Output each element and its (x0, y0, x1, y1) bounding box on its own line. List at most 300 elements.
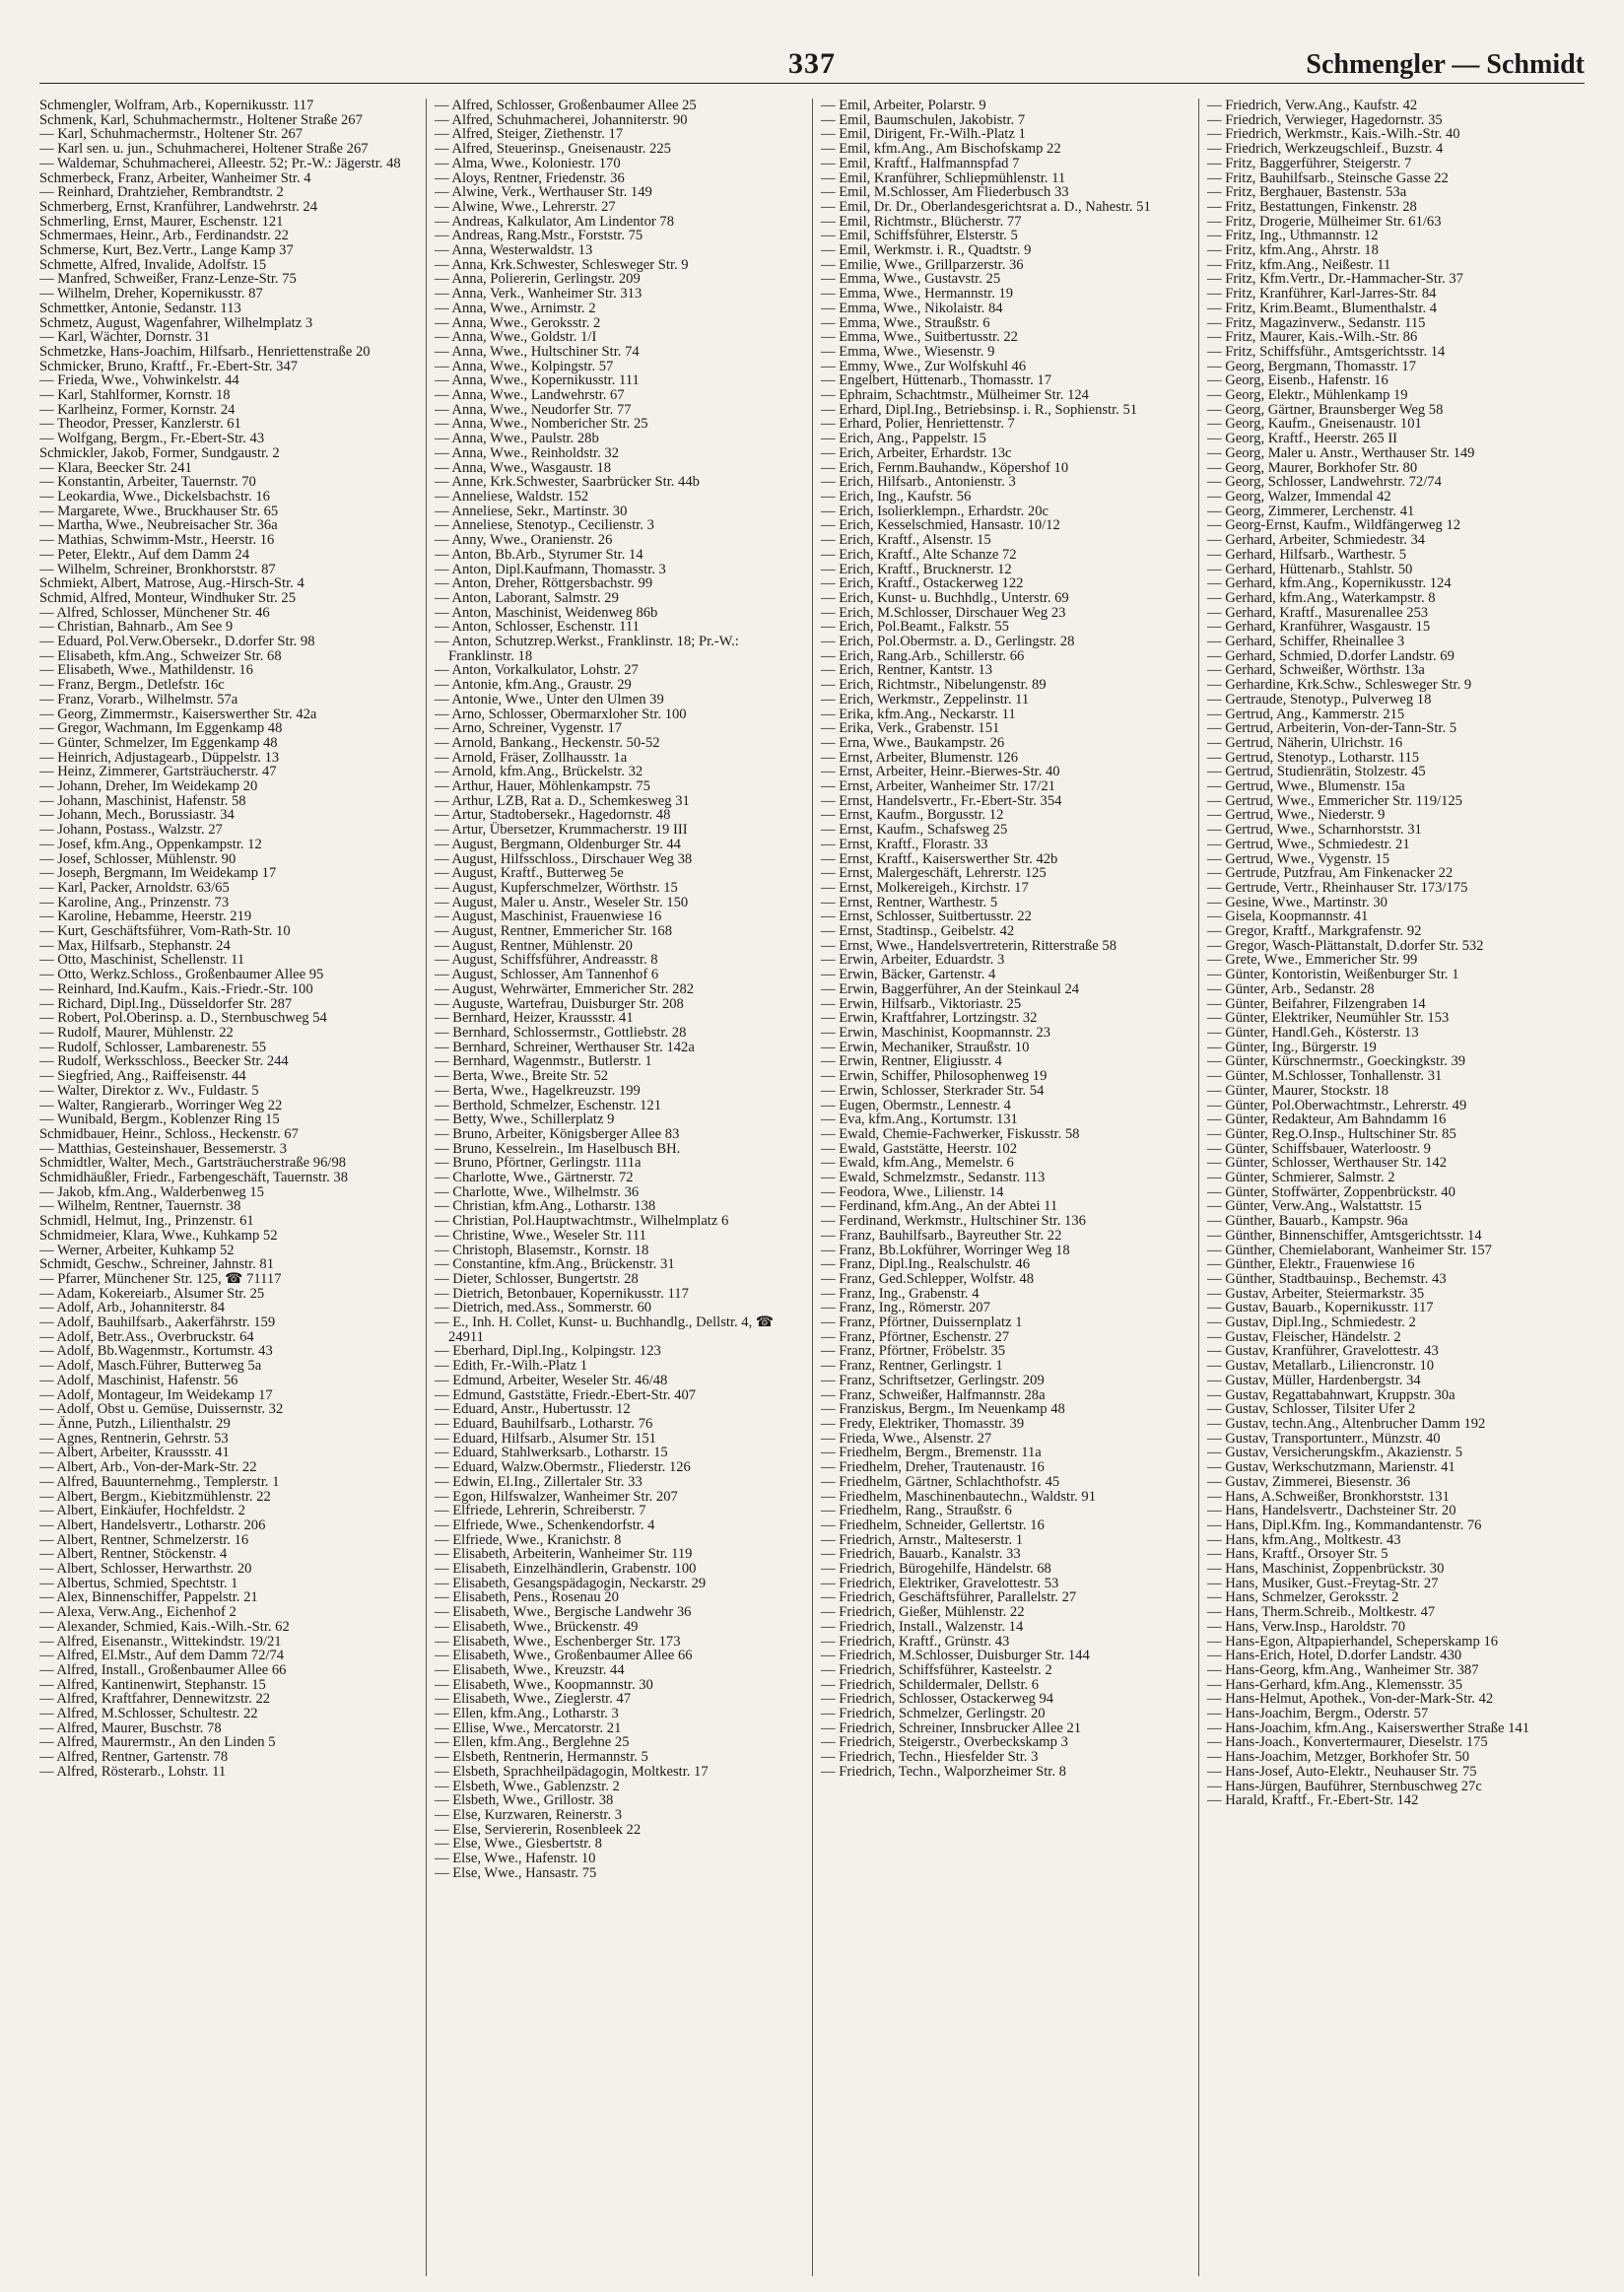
directory-entry: — Erich, Rang.Arb., Schillerstr. 66 (821, 647, 1025, 664)
directory-entry: — Otto, Werkz.Schloss., Großenbaumer Allee 95 (39, 967, 324, 983)
directory-entry: — Werner, Arbeiter, Kuhkamp 52 (39, 1242, 235, 1258)
directory-entry: — Erich, M.Schlosser, Dirschauer Weg 23 (821, 604, 1066, 621)
directory-entry: Schmickler, Jakob, Former, Sundgaustr. 2 (39, 444, 280, 461)
directory-entry: — Friedrich, Bauarb., Kanalstr. 33 (821, 1546, 1021, 1563)
directory-entry: — Gustav, Dipl.Ing., Schmiedestr. 2 (1207, 1315, 1416, 1331)
directory-entry: — Alwine, Verk., Werthauser Str. 149 (435, 184, 652, 201)
directory-entry: — Auguste, Wartefrau, Duisburger Str. 208 (435, 995, 684, 1012)
directory-entry: — Walter, Direktor z. Wv., Fuldastr. 5 (39, 1082, 259, 1099)
directory-entry: — Heinz, Zimmerer, Gartsträucherstr. 47 (39, 764, 277, 780)
directory-entry: — Else, Wwe., Hansastr. 75 (435, 1864, 597, 1881)
directory-entry: — Franz, Vorarb., Wilhelmstr. 57a (39, 691, 238, 708)
directory-entry: — Wilhelm, Schreiner, Bronkhorststr. 87 (39, 561, 276, 577)
directory-entry: — Erna, Wwe., Baukampstr. 26 (821, 734, 1005, 751)
directory-entry: — Emil, Schiffsführer, Elsterstr. 5 (821, 228, 1018, 244)
directory-entry: — Karl, Stahlformer, Kornstr. 18 (39, 387, 231, 404)
directory-entry: — Alfred, Eisenanstr., Wittekindstr. 19/21 (39, 1633, 282, 1650)
directory-entry: — Christian, Pol.Hauptwachtmstr., Wilhelmplatz 6 (435, 1213, 729, 1230)
directory-entry: — Friedrich, Elektriker, Gravelottestr. 53 (821, 1575, 1059, 1591)
directory-entry: — Georg, Gärtner, Braunsberger Weg 58 (1207, 401, 1444, 418)
directory-entry: — Gustav, Bauarb., Kopernikusstr. 117 (1207, 1300, 1434, 1316)
directory-entry: — Gertrud, Wwe., Niederstr. 9 (1207, 807, 1386, 824)
directory-entry: — Manfred, Schweißer, Franz-Lenze-Str. 75 (39, 271, 297, 288)
column-2 (426, 99, 812, 2276)
directory-entry: — Erika, kfm.Ang., Neckarstr. 11 (821, 706, 1016, 722)
directory-entry: — Georg, Kraftf., Heerstr. 265 II (1207, 431, 1398, 447)
directory-entry: — Siegfried, Ang., Raiffeisenstr. 44 (39, 1068, 246, 1085)
directory-entry: — Emil, Werkmstr. i. R., Quadtstr. 9 (821, 242, 1032, 259)
directory-entry: — Agnes, Rentnerin, Gehrstr. 53 (39, 1430, 229, 1447)
directory-entry: — Berta, Wwe., Hagelkreuzstr. 199 (435, 1082, 641, 1099)
directory-entry: — Charlotte, Wwe., Gärtnerstr. 72 (435, 1170, 634, 1186)
directory-entry: — Emilie, Wwe., Grillparzerstr. 36 (821, 256, 1024, 273)
directory-entry: — Berta, Wwe., Breite Str. 52 (435, 1068, 609, 1085)
directory-entry: — Fritz, Drogerie, Mülheimer Str. 61/63 (1207, 213, 1442, 230)
directory-entry: — Anton, Vorkalkulator, Lohstr. 27 (435, 662, 639, 679)
directory-entry: — Friedhelm, Rang., Straußstr. 6 (821, 1503, 1012, 1519)
directory-entry: — Hans, Musiker, Gust.-Freytag-Str. 27 (1207, 1575, 1439, 1591)
directory-entry: — Ernst, Stadtinsp., Geibelstr. 42 (821, 923, 1015, 940)
directory-entry: — Franz, Schweißer, Halfmannstr. 28a (821, 1386, 1046, 1403)
directory-entry: — Johann, Dreher, Im Weidekamp 20 (39, 778, 258, 795)
page-number: 337 (788, 47, 836, 80)
directory-entry: — Alfred, Install., Großenbaumer Allee 66 (39, 1661, 287, 1678)
directory-entry: — Gisela, Koopmannstr. 41 (1207, 909, 1369, 925)
directory-entry: — Anton, Schlosser, Eschenstr. 111 (435, 619, 640, 636)
directory-entry: — Adolf, Masch.Führer, Butterweg 5a (39, 1358, 262, 1375)
directory-entry: — Ernst, Molkereigeh., Kirchstr. 17 (821, 879, 1029, 896)
directory-entry: — Josef, Schlosser, Mühlenstr. 90 (39, 850, 237, 867)
directory-entry: — Franz, Pförtner, Eschenstr. 27 (821, 1328, 1010, 1345)
directory-entry: — Friedrich, Werkmstr., Kais.-Wilh.-Str. 40 (1207, 126, 1460, 143)
directory-entry: — Emil, Dr. Dr., Oberlandesgerichtsrat a. D., Nahestr. 51 (821, 198, 1151, 215)
directory-entry: — Günter, Redakteur, Am Bahndamm 16 (1207, 1112, 1447, 1128)
directory-entry: — August, Schlosser, Am Tannenhof 6 (435, 967, 659, 983)
directory-entry: — Johann, Maschinist, Hafenstr. 58 (39, 792, 246, 809)
directory-entry: — Dietrich, med.Ass., Sommerstr. 60 (435, 1300, 652, 1316)
directory-entry: — Else, Wwe., Hafenstr. 10 (435, 1851, 596, 1867)
directory-entry: — Erhard, Polier, Henriettenstr. 7 (821, 416, 1015, 433)
directory-entry: — Franz, Pförtner, Fröbelstr. 35 (821, 1343, 1006, 1360)
directory-entry: — Günther, Chemielaborant, Wanheimer Str. 157 (1207, 1242, 1492, 1258)
directory-entry: — Edmund, Gaststätte, Friedr.-Ebert-Str. 407 (435, 1386, 697, 1403)
directory-entry: — Elisabeth, Wwe., Brückenstr. 49 (435, 1618, 639, 1635)
directory-entry: — Ernst, Wwe., Handelsvertreterin, Ritterstraße 58 (821, 937, 1117, 954)
directory-entry: — Bernhard, Schreiner, Werthauser Str. 142a (435, 1039, 695, 1055)
directory-entry: — Alfred, Rentner, Gartenstr. 78 (39, 1749, 229, 1766)
directory-entry: — Elfriede, Wwe., Kranichstr. 8 (435, 1531, 622, 1548)
directory-entry: — Charlotte, Wwe., Wilhelmstr. 36 (435, 1183, 640, 1200)
directory-entry: — Erich, Kunst- u. Buchhdlg., Unterstr. 69 (821, 589, 1069, 606)
directory-entry: — Günther, Elektr., Frauenwiese 16 (1207, 1256, 1415, 1273)
directory-entry: — Albertus, Schmied, Spechtstr. 1 (39, 1575, 238, 1591)
directory-entry: — Fritz, Schiffsführ., Amtsgerichtsstr. 14 (1207, 343, 1446, 360)
directory-entry: — Günter, Elektriker, Neumühler Str. 153 (1207, 1010, 1450, 1027)
directory-entry: — Wilhelm, Rentner, Tauernstr. 38 (39, 1198, 241, 1215)
directory-entry: — Karlheinz, Former, Kornstr. 24 (39, 401, 236, 418)
directory-entry: Schmidmeier, Klara, Wwe., Kuhkamp 52 (39, 1227, 278, 1244)
directory-entry: — Egon, Hilfswalzer, Wanheimer Str. 207 (435, 1488, 678, 1505)
directory-entry: — Anny, Wwe., Oranienstr. 26 (435, 532, 613, 549)
directory-entry: — Friedrich, Schiffsführer, Kasteelstr. 2 (821, 1661, 1052, 1678)
directory-entry: — Hans, Handelsvertr., Dachsteiner Str. 20 (1207, 1503, 1456, 1519)
directory-entry: — Alfred, Schuhmacherei, Johanniterstr. 90 (435, 111, 688, 128)
directory-entry: — Edith, Fr.-Wilh.-Platz 1 (435, 1358, 588, 1375)
directory-entry: — Günter, Handl.Geh., Kösterstr. 13 (1207, 1025, 1419, 1041)
directory-entry: — Christian, kfm.Ang., Lotharstr. 138 (435, 1198, 656, 1215)
directory-entry: — Hans-Joach., Konvertermaurer, Dieselstr. 175 (1207, 1734, 1488, 1751)
directory-entry: — Bernhard, Heizer, Kraussstr. 41 (435, 1010, 634, 1027)
directory-entry: — Anton, Schutzrep.Werkst., Franklinstr. 18; Pr.-W.: Franklinstr. 18 (435, 634, 739, 664)
directory-entry: — Georg, Eisenb., Hafenstr. 16 (1207, 372, 1388, 389)
directory-entry: — Günter, Kürschnermstr., Goeckingkstr. 39 (1207, 1053, 1466, 1070)
directory-entry: — Franziskus, Bergm., Im Neuenkamp 48 (821, 1401, 1065, 1418)
directory-entry: — Hans-Egon, Altpapierhandel, Scheperskamp 16 (1207, 1633, 1499, 1650)
directory-entry: — Gregor, Wasch-Plättanstalt, D.dorfer Str. 532 (1207, 937, 1484, 954)
directory-entry: — Fritz, Kranführer, Karl-Jarres-Str. 84 (1207, 286, 1437, 303)
directory-entry: — Ernst, Arbeiter, Heinr.-Bierwes-Str. 40 (821, 764, 1060, 780)
directory-entry: — Rudolf, Maurer, Mühlenstr. 22 (39, 1025, 234, 1041)
directory-entry: — Eberhard, Dipl.Ing., Kolpingstr. 123 (435, 1343, 661, 1360)
directory-entry: Schmidl, Helmut, Ing., Prinzenstr. 61 (39, 1213, 254, 1230)
directory-entry: — Erwin, Kraftfahrer, Lortzingstr. 32 (821, 1010, 1038, 1027)
directory-entry: — Franz, Ing., Römerstr. 207 (821, 1300, 990, 1316)
directory-entry: — Ernst, Schlosser, Suitbertusstr. 22 (821, 909, 1032, 925)
directory-entry: — Anne, Krk.Schwester, Saarbrücker Str. 44b (435, 474, 700, 491)
directory-entry: — Gustav, Versicherungskfm., Akazienstr. 5 (1207, 1445, 1462, 1461)
directory-entry: — Günter, Schmierer, Salmstr. 2 (1207, 1170, 1395, 1186)
directory-entry: — Anton, Maschinist, Weidenweg 86b (435, 604, 658, 621)
directory-entry: — Ephraim, Schachtmstr., Mülheimer Str. 124 (821, 387, 1089, 404)
directory-entry: Schmette, Alfred, Invalide, Adolfstr. 15 (39, 256, 267, 273)
directory-entry: — Hans-Josef, Auto-Elektr., Neuhauser Str. 75 (1207, 1763, 1477, 1780)
directory-entry: — August, Kupferschmelzer, Wörthstr. 15 (435, 879, 678, 896)
directory-entry: — Erwin, Maschinist, Koopmannstr. 23 (821, 1025, 1051, 1041)
directory-entry: — Hans, Maschinist, Zoppenbrückstr. 30 (1207, 1561, 1445, 1578)
directory-entry: — Emma, Wwe., Wiesenstr. 9 (821, 343, 995, 360)
directory-entry: — Erwin, Rentner, Eligiusstr. 4 (821, 1053, 1002, 1070)
directory-entry: — Hans-Joachim, Bergm., Oderstr. 57 (1207, 1706, 1429, 1722)
directory-entry: — Eduard, Walzw.Obermstr., Fliederstr. 126 (435, 1459, 691, 1476)
directory-entry: — Friedrich, Schmelzer, Gerlingstr. 20 (821, 1706, 1046, 1722)
directory-entry: — Alfred, Steiger, Ziethenstr. 17 (435, 126, 624, 143)
directory-entry: — Ernst, Kraftf., Florastr. 33 (821, 836, 988, 852)
directory-entry: — Elsbeth, Wwe., Grillostr. 38 (435, 1792, 614, 1809)
directory-entry: — Erich, Pol.Beamt., Falkstr. 55 (821, 619, 1009, 636)
directory-entry: — Friedrich, Arnstr., Malteserstr. 1 (821, 1531, 1024, 1548)
directory-entry: — Karl sen. u. jun., Schuhmacherei, Holtener Straße 267 (39, 141, 369, 158)
directory-entry: — Mathias, Schwimm-Mstr., Heerstr. 16 (39, 532, 275, 549)
directory-entry: — Ellen, kfm.Ang., Lotharstr. 3 (435, 1706, 619, 1722)
directory-entry: — Gerhard, Schweißer, Wörthstr. 13a (1207, 662, 1425, 679)
directory-entry: — Adolf, Bb.Wagenmstr., Kortumstr. 43 (39, 1343, 273, 1360)
directory-entry: — Gertrude, Vertr., Rheinhauser Str. 173/175 (1207, 879, 1468, 896)
directory-entry: — Gertrud, Wwe., Emmericher Str. 119/125 (1207, 792, 1462, 809)
directory-entry: Schmetzke, Hans-Joachim, Hilfsarb., Henriettenstraße 20 (39, 343, 371, 360)
directory-entry: — Emma, Wwe., Straußstr. 6 (821, 314, 990, 331)
directory-entry: — Anton, Bb.Arb., Styrumer Str. 14 (435, 546, 643, 563)
directory-entry: — Erich, Pol.Obermstr. a. D., Gerlingstr. 28 (821, 634, 1075, 650)
directory-entry: — Ernst, Rentner, Warthestr. 5 (821, 894, 998, 910)
directory-entry: — Eduard, Hilfsarb., Alsumer Str. 151 (435, 1430, 656, 1447)
directory-entry: — August, Maler u. Anstr., Weseler Str. 150 (435, 894, 689, 910)
directory-entry: — Josef, kfm.Ang., Oppenkampstr. 12 (39, 836, 262, 852)
directory-entry: — Fritz, Bauhilfsarb., Steinsche Gasse 22 (1207, 169, 1449, 186)
directory-entry: — Anna, Poliererin, Gerlingstr. 209 (435, 271, 641, 288)
directory-entry: — Emil, Dirigent, Fr.-Wilh.-Platz 1 (821, 126, 1026, 143)
directory-entry: — Gustav, Regattabahnwart, Kruppstr. 30a (1207, 1386, 1455, 1403)
directory-entry: — Adolf, Obst u. Gemüse, Duissernstr. 32 (39, 1401, 284, 1418)
directory-entry: — Karl, Schuhmachermstr., Holtener Str. 267 (39, 126, 304, 143)
directory-entry: — Fritz, Magazinverw., Sedanstr. 115 (1207, 314, 1426, 331)
directory-entry: Schmerling, Ernst, Maurer, Eschenstr. 121 (39, 213, 284, 230)
directory-entry: — Rudolf, Werksschloss., Beecker Str. 244 (39, 1053, 289, 1070)
directory-entry: — Erich, Kraftf., Ostackerweg 122 (821, 575, 1024, 592)
directory-entry: — Ernst, Handelsvertr., Fr.-Ebert-Str. 354 (821, 792, 1062, 809)
directory-entry: — Gesine, Wwe., Martinstr. 30 (1207, 894, 1387, 910)
directory-entry: — Jakob, kfm.Ang., Walderbenweg 15 (39, 1183, 264, 1200)
directory-entry: — Reinhard, Ind.Kaufm., Kais.-Friedr.-Str. 100 (39, 980, 313, 997)
directory-entry: — Theodor, Presser, Kanzlerstr. 61 (39, 416, 241, 433)
directory-entry: — Georg, Bergmann, Thomasstr. 17 (1207, 358, 1417, 374)
directory-entry: — Joseph, Bergmann, Im Weidekamp 17 (39, 865, 277, 882)
directory-entry: — Ewald, kfm.Ang., Memelstr. 6 (821, 1155, 1014, 1172)
directory-entry: — Adolf, Bauhilfsarb., Aakerfährstr. 159 (39, 1315, 276, 1331)
directory-entry: — Ernst, Kaufm., Borgusstr. 12 (821, 807, 1004, 824)
directory-entry: — Friedrich, Schildermaler, Dellstr. 6 (821, 1676, 1040, 1693)
directory-entry: Schmermaes, Heinr., Arb., Ferdinandstr. 22 (39, 228, 289, 244)
directory-entry: — Friedrich, Verw.Ang., Kaufstr. 42 (1207, 99, 1418, 113)
directory-entry: — Gertrud, Wwe., Blumenstr. 15a (1207, 778, 1405, 795)
directory-entry: — Elisabeth, Pens., Rosenau 20 (435, 1589, 619, 1606)
directory-entry: — Gerhard, Arbeiter, Schmiedestr. 34 (1207, 532, 1426, 549)
directory-entry: — Max, Hilfsarb., Stephanstr. 24 (39, 937, 231, 954)
directory-entry: — Bruno, Arbeiter, Königsberger Allee 83 (435, 1125, 680, 1142)
directory-entry: — Erwin, Arbeiter, Eduardstr. 3 (821, 952, 1005, 969)
directory-entry: — Erwin, Mechaniker, Straußstr. 10 (821, 1039, 1030, 1055)
directory-entry: — Antonie, kfm.Ang., Graustr. 29 (435, 677, 632, 694)
directory-entry: — Franz, Schriftsetzer, Gerlingstr. 209 (821, 1372, 1045, 1388)
directory-entry: — August, Wehrwärter, Emmericher Str. 282 (435, 980, 695, 997)
directory-entry: — Ellise, Wwe., Mercatorstr. 21 (435, 1719, 622, 1736)
directory-entry: — Hans, Dipl.Kfm. Ing., Kommandantenstr. 76 (1207, 1517, 1482, 1533)
directory-entry: — Alfred, Schlosser, Münchener Str. 46 (39, 604, 270, 621)
directory-entry: — Georg, Zimmermstr., Kaiserswerther Str. 42a (39, 706, 317, 722)
directory-entry: Schmidhäußler, Friedr., Farbengeschäft, Tauernstr. 38 (39, 1170, 349, 1186)
directory-entry: — Albert, Einkäufer, Hochfeldstr. 2 (39, 1503, 245, 1519)
directory-entry: — Andreas, Kalkulator, Am Lindentor 78 (435, 213, 675, 230)
directory-entry: — Fritz, Krim.Beamt., Blumenthalstr. 4 (1207, 300, 1438, 316)
directory-entry: — Elsbeth, Rentnerin, Hermannstr. 5 (435, 1749, 648, 1766)
directory-entry: — Gustav, techn.Ang., Altenbrucher Damm 192 (1207, 1415, 1486, 1432)
directory-entry: — Ewald, Schmelzmstr., Sedanstr. 113 (821, 1170, 1046, 1186)
directory-entry: — Edmund, Arbeiter, Weseler Str. 46/48 (435, 1372, 668, 1388)
directory-entry: — Hans-Georg, kfm.Ang., Wanheimer Str. 387 (1207, 1661, 1479, 1678)
directory-entry: — Gerhard, Schiffer, Rheinallee 3 (1207, 634, 1405, 650)
directory-entry: — Fritz, Bestattungen, Finkenstr. 28 (1207, 198, 1417, 215)
directory-entry: — Albert, Arbeiter, Kraussstr. 41 (39, 1445, 230, 1461)
directory-entry: — Günter, Pol.Oberwachtmstr., Lehrerstr. 49 (1207, 1097, 1467, 1113)
directory-entry: — Arnold, Bankang., Heckenstr. 50-52 (435, 734, 660, 751)
directory-entry: — Günter, Kontoristin, Weißenburger Str. 1 (1207, 967, 1459, 983)
directory-entry: — Gerhard, Hilfsarb., Warthestr. 5 (1207, 546, 1407, 563)
directory-entry: — Christine, Wwe., Weseler Str. 111 (435, 1227, 646, 1244)
directory-entry: — Anna, Wwe., Neudorfer Str. 77 (435, 401, 632, 418)
directory-entry: — Friedrich, M.Schlosser, Duisburger Str. 144 (821, 1648, 1090, 1664)
directory-entry: — Erhard, Dipl.Ing., Betriebsinsp. i. R., Sophienstr. 51 (821, 401, 1138, 418)
directory-entry: — Franz, Bb.Lokführer, Worringer Weg 18 (821, 1242, 1070, 1258)
directory-entry: — Gerhard, Kraftf., Masurenallee 253 (1207, 604, 1429, 621)
directory-entry: — Ernst, Arbeiter, Blumenstr. 126 (821, 749, 1019, 766)
directory-entry: — Elisabeth, Wwe., Mathildenstr. 16 (39, 662, 253, 679)
directory-entry: — Anna, Wwe., Nombericher Str. 25 (435, 416, 648, 433)
directory-entry: — Emil, Richtmstr., Blücherstr. 77 (821, 213, 1022, 230)
directory-entry: — Emil, M.Schlosser, Am Fliederbusch 33 (821, 184, 1069, 201)
directory-entry: — Alfred, Rösterarb., Lohstr. 11 (39, 1763, 227, 1780)
directory-entry: — Margarete, Wwe., Bruckhauser Str. 65 (39, 503, 279, 519)
directory-entry: — Elsbeth, Sprachheilpädagogin, Moltkestr. 17 (435, 1763, 709, 1780)
directory-entry: — Alfred, Maurer, Buschstr. 78 (39, 1719, 222, 1736)
directory-entry: — Emil, Arbeiter, Polarstr. 9 (821, 99, 986, 113)
directory-entry: — Erwin, Hilfsarb., Viktoriastr. 25 (821, 995, 1022, 1012)
directory-entry: — Waldemar, Schuhmacherei, Alleestr. 52; Pr.-W.: Jägerstr. 48 (39, 155, 401, 171)
directory-entry: — Ernst, Kaufm., Schafsweg 25 (821, 822, 1008, 839)
directory-entry: — Anton, Dreher, Röttgersbachstr. 99 (435, 575, 653, 592)
directory-entry: — Emma, Wwe., Nikolaistr. 84 (821, 300, 1003, 316)
directory-entry: Schmengler, Wolfram, Arb., Kopernikusstr. 117 (39, 99, 314, 113)
directory-entry: — Erich, Kraftf., Brucknerstr. 12 (821, 561, 1012, 577)
directory-entry: — Eduard, Anstr., Hubertusstr. 12 (435, 1401, 631, 1418)
directory-entry: — Gregor, Kraftf., Markgrafenstr. 92 (1207, 923, 1422, 940)
directory-entry: Schmidbauer, Heinr., Schloss., Heckenstr. 67 (39, 1125, 299, 1142)
directory-entry: — Bruno, Kesselrein., Im Haselbusch BH. (435, 1140, 681, 1157)
directory-entry: — Hans-Erich, Hotel, D.dorfer Landstr. 430 (1207, 1648, 1462, 1664)
directory-entry: — Anna, Wwe., Kopernikusstr. 111 (435, 372, 640, 389)
directory-entry: — Eva, kfm.Ang., Kortumstr. 131 (821, 1112, 1018, 1128)
directory-entry: — August, Bergmann, Oldenburger Str. 44 (435, 836, 681, 852)
directory-entry: — Alma, Wwe., Koloniestr. 170 (435, 155, 621, 171)
directory-entry: — Leokardia, Wwe., Dickelsbachstr. 16 (39, 488, 270, 505)
directory-entry: — Emmy, Wwe., Zur Wolfskuhl 46 (821, 358, 1027, 374)
directory-entry: Schmidtler, Walter, Mech., Gartsträucherstraße 96/98 (39, 1155, 347, 1172)
directory-entry: Schmerse, Kurt, Bez.Vertr., Lange Kamp 37 (39, 242, 294, 259)
directory-entry: — Ellen, kfm.Ang., Berglehne 25 (435, 1734, 630, 1751)
directory-entry: — Georg, Schlosser, Landwehrstr. 72/74 (1207, 474, 1442, 491)
directory-entry: — Arthur, Hauer, Möhlenkampstr. 75 (435, 778, 650, 795)
directory-entry: — Fredy, Elektriker, Thomasstr. 39 (821, 1415, 1025, 1432)
directory-entry: — August, Rentner, Mühlenstr. 20 (435, 937, 633, 954)
directory-entry: — Günter, Schiffsbauer, Waterloostr. 9 (1207, 1140, 1431, 1157)
directory-entry: — Betty, Wwe., Schillerplatz 9 (435, 1112, 615, 1128)
running-head: Schmengler — Schmidt (1306, 49, 1585, 80)
directory-entry: — August, Kraftf., Butterweg 5e (435, 865, 624, 882)
directory-entry: — Erich, Isolierklempn., Erhardstr. 20c (821, 503, 1049, 519)
directory-entry: — Alfred, Kantinenwirt, Stephanstr. 15 (39, 1676, 266, 1693)
directory-entry: — Anna, Wwe., Paulstr. 28b (435, 431, 599, 447)
directory-entry: — Adolf, Betr.Ass., Overbruckstr. 64 (39, 1328, 254, 1345)
directory-entry: — Hans-Joachim, Metzger, Borkhofer Str. 50 (1207, 1749, 1470, 1766)
directory-entry: — Adolf, Arb., Johanniterstr. 84 (39, 1300, 226, 1316)
directory-entry: — Feodora, Wwe., Lilienstr. 14 (821, 1183, 1004, 1200)
directory-entry: — Albert, Handelsvertr., Lotharstr. 206 (39, 1517, 266, 1533)
directory-entry: — Anna, Wwe., Hultschiner Str. 74 (435, 343, 640, 360)
directory-entry: — Johann, Postass., Walzstr. 27 (39, 822, 223, 839)
directory-entry: — Hans-Joachim, kfm.Ang., Kaiserswerther Straße 141 (1207, 1719, 1530, 1736)
directory-entry: — Gerhard, Hüttenarb., Stahlstr. 50 (1207, 561, 1413, 577)
directory-entry: — Wunibald, Bergm., Koblenzer Ring 15 (39, 1112, 280, 1128)
directory-entry: — Ernst, Malergeschäft, Lehrerstr. 125 (821, 865, 1047, 882)
directory-entry: — Anton, Laborant, Salmstr. 29 (435, 589, 619, 606)
directory-entry: — Eugen, Obermstr., Lennestr. 4 (821, 1097, 1011, 1113)
directory-entry: — Alfred, Bauunternehmg., Templerstr. 1 (39, 1473, 280, 1490)
directory-entry: — August, Maschinist, Frauenwiese 16 (435, 909, 662, 925)
directory-entry: Schmidt, Geschw., Schreiner, Jahnstr. 81 (39, 1256, 275, 1273)
directory-entry: — Alexa, Verw.Ang., Eichenhof 2 (39, 1604, 237, 1621)
directory-entry: — Bernhard, Schlossermstr., Gottliebstr. 28 (435, 1025, 687, 1041)
directory-entry: — Alfred, Maurermstr., An den Linden 5 (39, 1734, 276, 1751)
directory-entry: — Erich, Kraftf., Alsenstr. 15 (821, 532, 991, 549)
directory-entry: — Alfred, El.Mstr., Auf dem Damm 72/74 (39, 1648, 285, 1664)
directory-entry: — Erich, Fernm.Bauhandw., Köpershof 10 (821, 459, 1069, 476)
directory-entry: — Friedrich, Techn., Hiesfelder Str. 3 (821, 1749, 1039, 1766)
directory-entry: — Albert, Rentner, Schmelzerstr. 16 (39, 1531, 249, 1548)
directory-entry: — Gertrud, Wwe., Vygenstr. 15 (1207, 850, 1390, 867)
directory-entry: — Gustav, Werkschutzmann, Marienstr. 41 (1207, 1459, 1455, 1476)
directory-entry: — Else, Kurzwaren, Reinerstr. 3 (435, 1806, 623, 1823)
directory-entry: Schmettker, Antonie, Sedanstr. 113 (39, 300, 241, 316)
directory-entry: — Erika, Verk., Grabenstr. 151 (821, 720, 1000, 737)
directory-entry: — Gertrud, Ang., Kammerstr. 215 (1207, 706, 1405, 722)
directory-entry: — Günter, Schlosser, Werthauser Str. 142 (1207, 1155, 1448, 1172)
directory-entry: — Friedrich, Schlosser, Ostackerweg 94 (821, 1691, 1054, 1708)
directory-entry: — Alfred, Schlosser, Großenbaumer Allee 25 (435, 99, 697, 113)
directory-entry: — Friedrich, Kraftf., Grünstr. 43 (821, 1633, 1010, 1650)
directory-entry: — Franz, Bergm., Detlefstr. 16c (39, 677, 225, 694)
column-4 (1198, 99, 1585, 2276)
directory-entry: — Matthias, Gesteinshauer, Bessemerstr. 3 (39, 1140, 288, 1157)
directory-entry: — Elisabeth, Wwe., Zieglerstr. 47 (435, 1691, 632, 1708)
directory-entry: — Arnold, kfm.Ang., Brückelstr. 32 (435, 764, 643, 780)
directory-entry: — Else, Serviererin, Rosenbleek 22 (435, 1821, 642, 1838)
directory-entry: — Georg, Maler u. Anstr., Werthauser Str. 149 (1207, 444, 1475, 461)
directory-entry: — Anna, Wwe., Wasgaustr. 18 (435, 459, 612, 476)
directory-entry: — Edwin, El.Ing., Zillertaler Str. 33 (435, 1473, 643, 1490)
directory-entry: — Alwine, Wwe., Lehrerstr. 27 (435, 198, 616, 215)
directory-entry: — Franz, Bauhilfsarb., Bayreuther Str. 22 (821, 1227, 1062, 1244)
directory-entry: — Hans, A.Schweißer, Bronkhorststr. 131 (1207, 1488, 1450, 1505)
directory-entry: — Gerhard, kfm.Ang., Waterkampstr. 8 (1207, 589, 1436, 606)
directory-entry: — Elsbeth, Wwe., Gablenzstr. 2 (435, 1778, 620, 1794)
page-header (39, 43, 1585, 84)
directory-entry: — Albert, Rentner, Stöckenstr. 4 (39, 1546, 228, 1563)
directory-entry: — Anneliese, Sekr., Martinstr. 30 (435, 503, 628, 519)
directory-entry: — Erich, Kesselschmied, Hansastr. 10/12 (821, 517, 1060, 534)
directory-entry: — Günter, Schmelzer, Im Eggenkamp 48 (39, 734, 278, 751)
directory-entry: — Erich, Rentner, Kantstr. 13 (821, 662, 993, 679)
directory-entry: — Georg, Walzer, Immendal 42 (1207, 488, 1391, 505)
directory-entry: — Ewald, Gaststätte, Heerstr. 102 (821, 1140, 1017, 1157)
directory-entry: — Friedrich, Techn., Walporzheimer Str. 8 (821, 1763, 1066, 1780)
directory-entry: — Emil, kfm.Ang., Am Bischofskamp 22 (821, 141, 1061, 158)
directory-entry: — Gustav, Arbeiter, Steiermarkstr. 35 (1207, 1285, 1425, 1302)
directory-entry: — Erwin, Schiffer, Philosophenweg 19 (821, 1068, 1048, 1085)
directory-entry: — Hans-Helmut, Apothek., Von-der-Mark-Str. 42 (1207, 1691, 1494, 1708)
directory-entry: — Gustav, Schlosser, Tilsiter Ufer 2 (1207, 1401, 1416, 1418)
directory-entry: — Eduard, Pol.Verw.Obersekr., D.dorfer Str. 98 (39, 634, 315, 650)
directory-entry: — Wilhelm, Dreher, Kopernikusstr. 87 (39, 286, 263, 303)
directory-entry: — Alfred, Steuerinsp., Gneisenaustr. 225 (435, 141, 671, 158)
directory-entry: — Georg, Zimmerer, Lerchenstr. 41 (1207, 503, 1415, 519)
